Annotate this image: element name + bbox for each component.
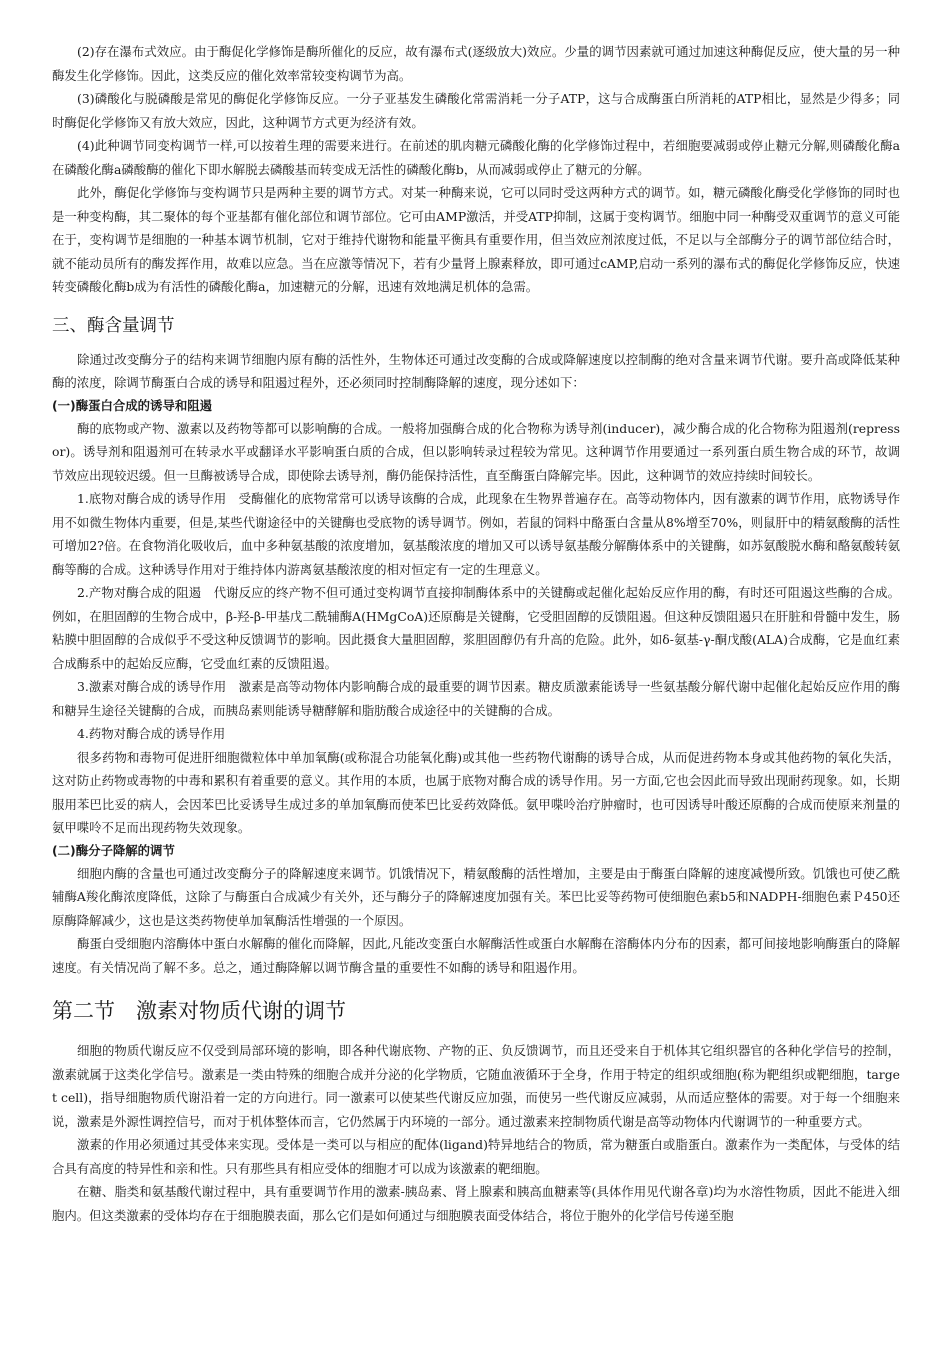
subsection-heading: (二)酶分子降解的调节: [52, 842, 175, 858]
paragraph: 1.底物对酶合成的诱导作用 受酶催化的底物常常可以诱导该酶的合成，此现象在生物界普遍存在。高等动物体内，因有激素的调节作用，底物诱导作用不如微生物体内重要，但是,某些代谢途径中的关键酶也受底物的诱导调节。例如，若鼠的饲料中酪蛋白含量从8%增至70%，则鼠肝中的精氨酸酶的活性可增加2?倍。在食物消化吸收后，血中多种氨基酸的浓度增加，氨基酸浓度的增加又可以诱导氨基酸分解酶体系中的关键酶，如苏氨酸脱水酶和酪氨酸转氨酶等酶的合成。这种诱导作用对于维持体内游离氨基酸浓度的相对恒定有一定的生理意义。: [52, 491, 900, 577]
chapter-heading: 第二节 激素对物质代谢的调节: [52, 999, 346, 1023]
paragraph: 很多药物和毒物可促进肝细胞微粒体中单加氧酶(或称混合功能氧化酶)或其他一些药物代谢酶的诱导合成，从而促进药物本身或其他药物的氧化失活，这对防止药物或毒物的中毒和累积有着重要的意义。其作用的本质，也属于底物对酶合成的诱导作用。另一方面,它也会因此而导致出现耐药现象。如，长期服用苯巴比妥的病人，会因苯巴比妥诱导生成过多的单加氧酶而使苯巴比妥药效降低。氨甲喋呤治疗肿瘤时，也可因诱导叶酸还原酶的合成而使原来剂量的氨甲喋呤不足而出现药物失效现象。: [52, 749, 900, 835]
paragraph: 3.激素对酶合成的诱导作用 激素是高等动物体内影响酶合成的最重要的调节因素。糖皮质激素能诱导一些氨基酸分解代谢中起催化起始反应作用的酶和糖异生途径关键酶的合成，而胰岛素则能诱导糖酵解和脂肪酸合成途径中的关键酶的合成。: [52, 679, 900, 718]
paragraph: (4)此种调节同变构调节一样,可以按着生理的需要来进行。在前述的肌肉糖元磷酸化酶的化学修饰过程中，若细胞要减弱或停止糖元分解,则磷酸化酶a在磷酸化酶a磷酸酶的催化下即水解脱去磷酸基而转变成无活性的磷酸化酶b，从而减弱或停止了糖元的分解。: [52, 138, 900, 177]
section-heading: 三、酶含量调节: [52, 315, 175, 336]
paragraph: 在糖、脂类和氨基酸代谢过程中，具有重要调节作用的激素-胰岛素、肾上腺素和胰高血糖素等(具体作用见代谢各章)均为水溶性物质，因此不能进入细胞内。但这类激素的受体均存在于细胞膜表面，那么它们是如何通过与细胞膜表面受体结合，将位于胞外的化学信号传递至胞: [52, 1184, 900, 1223]
paragraph: 细胞内酶的含量也可通过改变酶分子的降解速度来调节。饥饿情况下，精氨酸酶的活性增加，主要是由于酶蛋白降解的速度减慢所致。饥饿也可使乙酰辅酶A羧化酶浓度降低，这除了与酶蛋白合成减少有关外，还与酶分子的降解速度加强有关。苯巴比妥等药物可使细胞色素b5和NADPH-细胞色素Ｐ450还原酶降解减少，这也是这类药物使单加氧酶活性增强的一个原因。: [52, 865, 900, 928]
paragraph: 除通过改变酶分子的结构来调节细胞内原有酶的活性外，生物体还可通过改变酶的合成或降解速度以控制酶的绝对含量来调节代谢。要升高或降低某种酶的浓度，除调节酶蛋白合成的诱导和阻遏过程外，还必须同时控制酶降解的速度，现分述如下：: [52, 351, 900, 390]
paragraph: (3)磷酸化与脱磷酸是常见的酶促化学修饰反应。一分子亚基发生磷酸化常需消耗一分子ATP，这与合成酶蛋白所消耗的ATP相比，显然是少得多；同时酶促化学修饰又有放大效应，因此，这种调节方式更为经济有效。: [52, 91, 900, 130]
paragraph: 4.药物对酶合成的诱导作用: [77, 726, 226, 741]
paragraph: 激素的作用必须通过其受体来实现。受体是一类可以与相应的配体(ligand)特异地结合的物质，常为糖蛋白或脂蛋白。激素作为一类配体，与受体的结合具有高度的特异性和亲和性。只有那些具有相应受体的细胞才可以成为该激素的靶细胞。: [52, 1137, 900, 1176]
paragraph: 酶的底物或产物、激素以及药物等都可以影响酶的合成。一般将加强酶合成的化合物称为诱导剂(inducer)，减少酶合成的化合物称为阻遏剂(repressor)。诱导剂和阻遏剂可在转录水平或翻译水平影响蛋白质的合成，但以影响转录过程较为常见。这种调节作用要通过一系列蛋白质生物合成的环节，故调节效应出现较迟缓。但一旦酶被诱导合成，即使除去诱导剂，酶仍能保持活性，直至酶蛋白降解完毕。因此，这种调节的效应持续时间较长。: [52, 420, 900, 483]
paragraph: 2.产物对酶合成的阻遏 代谢反应的终产物不但可通过变构调节直接抑制酶体系中的关键酶或起催化起始反应作用的酶，有时还可阻遏这些酶的合成。例如，在胆固醇的生物合成中，β-羟-β-甲基戊二酰辅酶A(HMgCoA)还原酶是关键酶，它受胆固醇的反馈阻遏。但这种反馈阻遏只在肝脏和骨髓中发生，肠粘膜中胆固醇的合成似乎不受这种反馈调节的影响。因此摄食大量胆固醇，浆胆固醇仍有升高的危险。此外，如δ-氨基-γ-酮戊酸(ALA)合成酶，它是血红素合成酶系中的起始反应酶，它受血红素的反馈阻遏。: [52, 585, 900, 671]
paragraph: (2)存在瀑布式效应。由于酶促化学修饰是酶所催化的反应，故有瀑布式(逐级放大)效应。少量的调节因素就可通过加速这种酶促反应，使大量的另一种酶发生化学修饰。因此，这类反应的催化效率常较变构调节为高。: [52, 44, 900, 83]
paragraph: 此外，酶促化学修饰与变构调节只是两种主要的调节方式。对某一种酶来说，它可以同时受这两种方式的调节。如，糖元磷酸化酶受化学修饰的同时也是一种变构酶，其二聚体的每个亚基都有催化部位和调节部位。它可由AMP激活，并受ATP抑制，这属于变构调节。细胞中同一种酶受双重调节的意义可能在于，变构调节是细胞的一种基本调节机制，它对于维持代谢物和能量平衡具有重要作用，但当效应剂浓度过低，不足以与全部酶分子的调节部位结合时，就不能动员所有的酶发挥作用，故难以应急。当在应激等情况下，若有少量肾上腺素释放，即可通过cAMP,启动一系列的瀑布式的酶促化学修饰反应，快速转变磷酸化酶b成为有活性的磷酸化酶a，加速糖元的分解，迅速有效地满足机体的急需。: [52, 185, 900, 294]
document-body: [52, 40, 900, 1227]
paragraph: 酶蛋白受细胞内溶酶体中蛋白水解酶的催化而降解，因此,凡能改变蛋白水解酶活性或蛋白水解酶在溶酶体内分布的因素，都可间接地影响酶蛋白的降解速度。有关情况尚了解不多。总之，通过酶降解以调节酶含量的重要性不如酶的诱导和阻遏作用。: [52, 936, 900, 975]
paragraph: 细胞的物质代谢反应不仅受到局部环境的影响，即各种代谢底物、产物的正、负反馈调节，而且还受来自于机体其它组织器官的各种化学信号的控制，激素就属于这类化学信号。激素是一类由特殊的细胞合成并分泌的化学物质，它随血液循环于全身，作用于特定的组织或细胞(称为靶组织或靶细胞，target cell)，指导细胞物质代谢沿着一定的方向进行。同一激素可以使某些代谢反应加强，而使另一些代谢反应减弱，从而适应整体的需要。对于每一个细胞来说，激素是外源性调控信号，而对于机体整体而言，它仍然属于内环境的一部分。通过激素来控制物质代谢是高等动物体内代谢调节的一种重要方式。: [52, 1043, 900, 1129]
subsection-heading: (一)酶蛋白合成的诱导和阻遏: [52, 397, 213, 413]
